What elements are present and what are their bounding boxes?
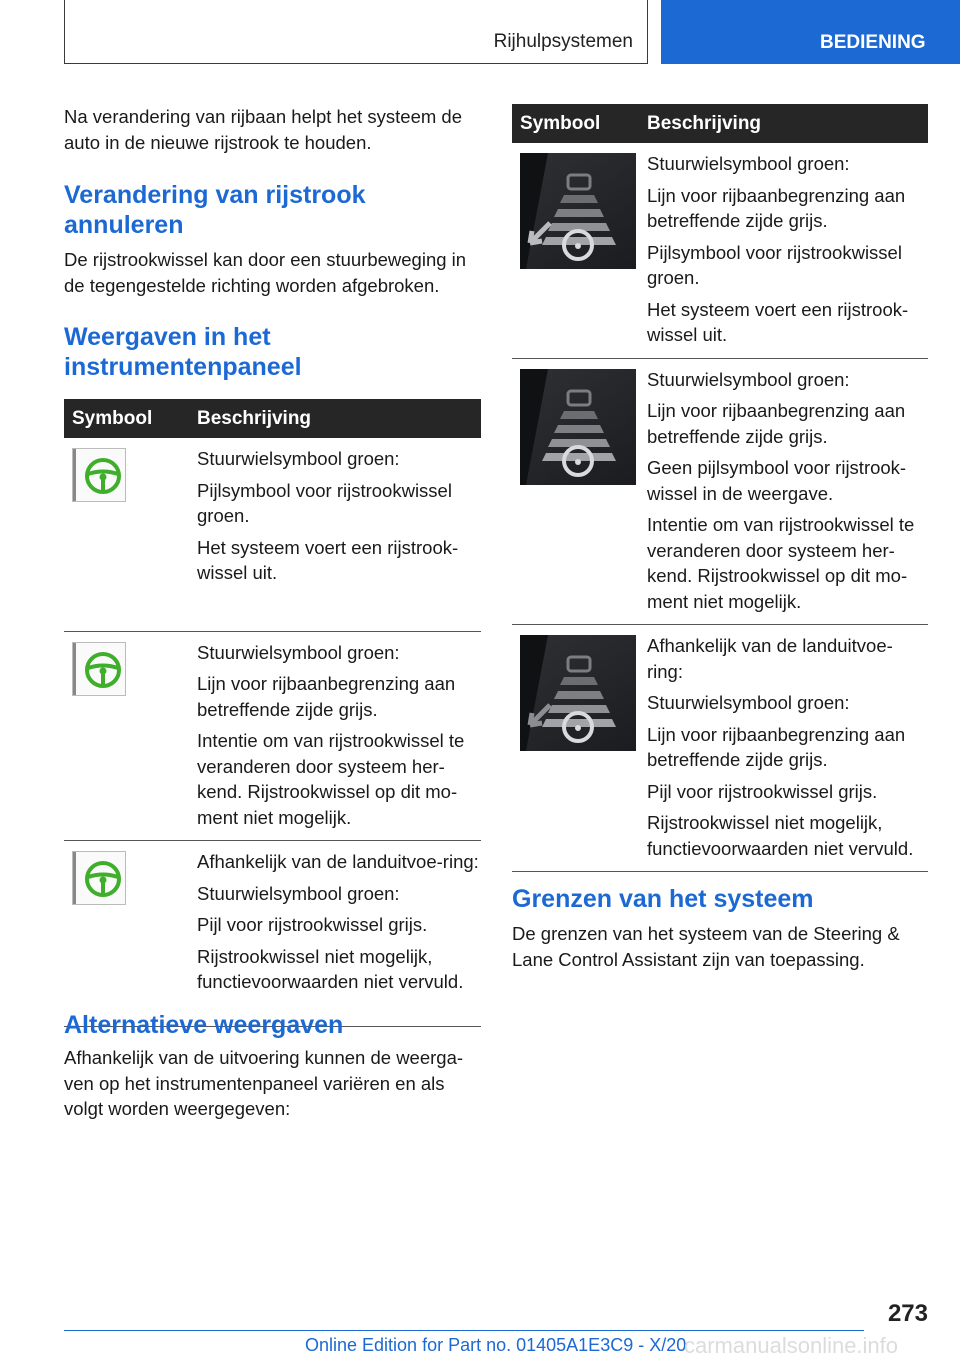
col-header-description: Beschrijving [637,104,928,143]
row-line: Stuurwielsymbool groen: [647,153,850,174]
row-line: Lijn voor rijbaanbegrenzing aan betreffende zijde grijs. [647,723,906,770]
lane-change-display-grey-arrow-icon [520,635,636,751]
header-chapter-tab[interactable] [661,0,960,64]
row-line: Lijn voor rijbaanbegrenzing aan betreffende zijde grijs. [197,673,456,720]
row-line: Afhankelijk van de landuitvoe-ring: [647,635,893,682]
heading-alternative-displays: Alternatieve weergaven [64,1011,344,1039]
row-line: Intentie om van rijstrookwissel te veranderen door systeem her-kend. Rijstrookwissel op dit mo-ment niet mogelijk. [647,514,915,612]
row-line: Pijlsymbool voor rijstrookwissel groen. [647,241,902,288]
row-line: Geen pijlsymbool voor rijstrook-wissel in de weergave. [647,457,907,504]
table-row [512,625,928,872]
watermark: carmanualsonline.info [684,1333,899,1358]
steering-wheel-green-icon [72,642,126,696]
row-line: Afhankelijk van de landuitvoe-ring: [197,851,479,872]
symbol-table-left [64,399,481,1027]
row-line: Rijstrookwissel niet mogelijk, functievoorwaarden niet vervuld. [647,812,914,859]
row-line: Stuurwielsymbool groen: [197,448,400,469]
header-chapter-label: BEDIENING [820,32,926,53]
table-row [512,358,928,625]
steering-wheel-green-icon [72,851,126,905]
row-line: Pijl voor rijstrookwissel grijs. [647,780,878,802]
symbol-table-right [512,104,928,872]
row-line: Stuurwielsymbool groen: [197,641,400,663]
lane-change-display-arrow-icon [520,153,636,269]
steering-wheel-green-icon [72,448,126,502]
lane-change-display-icon [520,369,636,485]
row-line: Stuurwielsymbool groen: [647,692,850,713]
table-row [512,143,928,358]
row-line: Rijstrookwissel niet mogelijk, functievoorwaarden niet vervuld. [197,945,464,992]
table-row [64,438,481,631]
cancel-paragraph: De rijstrookwissel kan door een stuurbeweging in de tegengestelde richting worden afgebroken. [64,249,467,296]
footer-edition: Online Edition for Part no. 01405A1E3C9 - X/20 [305,1335,687,1355]
col-header-description: Beschrijving [187,399,481,438]
row-line: Lijn voor rijbaanbegrenzing aan betreffende zijde grijs. [647,400,906,447]
heading-instrument-displays: Weergaven in het instrumentenpaneel [64,323,302,381]
row-line: Lijn voor rijbaanbegrenzing aan betreffende zijde grijs. [647,184,906,231]
row-line: Stuurwielsymbool groen: [647,368,850,390]
col-header-symbol: Symbool [512,104,637,143]
table-row [64,841,481,1027]
table-header-row [512,104,928,143]
row-line: Pijlsymbool voor rijstrookwissel groen. [197,479,452,526]
alternative-paragraph: Afhankelijk van de uitvoering kunnen de weerga-ven op het instrumentenpaneel variëren en als volgt worden weergegeven: [64,1047,464,1119]
row-line: Pijl voor rijstrookwissel grijs. [197,914,428,935]
page-number: 273 [887,1300,928,1327]
intro-paragraph: Na verandering van rijbaan helpt het systeem de auto in de nieuwe rijstrook te houden. [64,106,462,153]
limits-paragraph: De grenzen van het systeem van de Steering & Lane Control Assistant zijn van toepassing. [512,923,900,970]
row-line: Intentie om van rijstrookwissel te veranderen door systeem her-kend. Rijstrookwissel op dit mo-ment niet mogelijk. [197,730,465,828]
footer-divider [64,1330,864,1331]
heading-cancel-lane-change: Verandering van rijstrook annuleren [64,181,366,239]
row-line: Het systeem voert een rijstrook-wissel uit. [647,298,909,345]
row-line: Stuurwielsymbool groen: [197,882,400,904]
heading-system-limits: Grenzen van het systeem [512,885,814,913]
table-header-row [64,399,481,438]
header-section-box [64,0,648,64]
table-row [64,631,481,841]
row-line: Het systeem voert een rijstrook-wissel uit. [197,536,459,583]
header-section-title: Rijhulpsystemen [493,31,633,52]
col-header-symbol: Symbool [64,399,187,438]
